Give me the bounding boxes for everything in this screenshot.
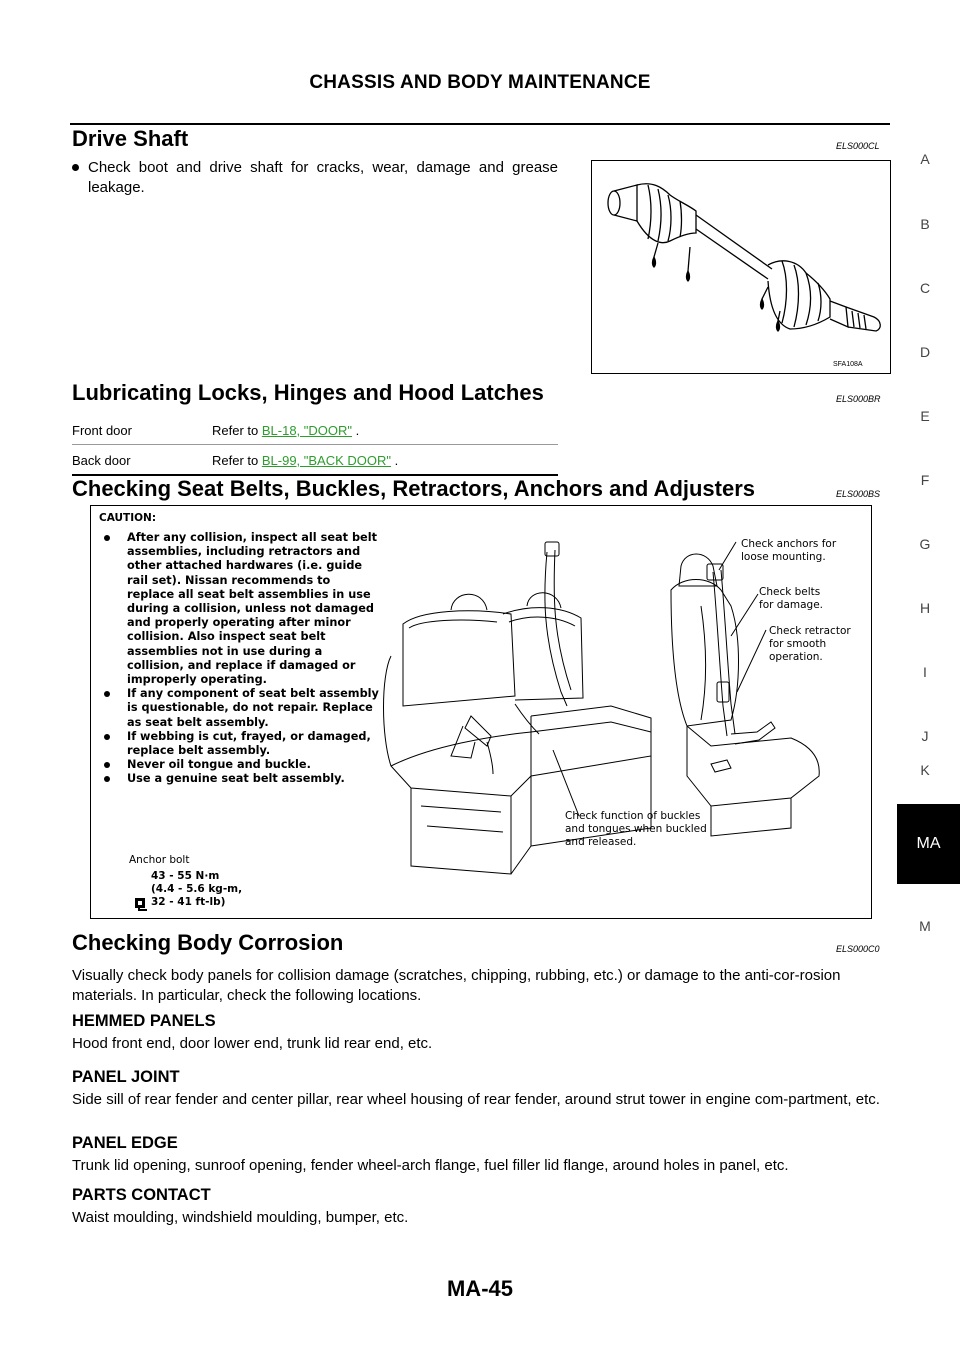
caution-item (100, 531, 380, 687)
torque-line: (4.4 - 5.6 kg-m, (151, 883, 243, 895)
callout-line: and tongues when buckled (565, 823, 707, 835)
callout-buckles (565, 810, 707, 849)
text-hemmed-panels: Hood front end, door lower end, trunk lid rear end, etc. (72, 1035, 433, 1052)
ref-prefix: Refer to (212, 453, 262, 468)
callout-belts (759, 586, 823, 612)
caution-item-text: If webbing is cut, frayed, or damaged, replace belt assembly. (127, 729, 371, 758)
bullet-icon (104, 691, 110, 697)
side-index-c[interactable]: C (919, 280, 931, 296)
lubricating-table (72, 415, 558, 476)
text-parts-contact: Waist moulding, windshield moulding, bumper, etc. (72, 1209, 409, 1226)
callout-line: Check retractor (769, 625, 851, 637)
bullet-icon (104, 776, 110, 782)
side-index-g[interactable]: G (919, 536, 931, 552)
side-index-f[interactable]: F (920, 472, 930, 488)
ref-suffix: . (352, 423, 360, 438)
drive-shaft-code: ELS000CL (836, 141, 880, 151)
side-index-h[interactable]: H (919, 600, 931, 616)
corrosion-title: Checking Body Corrosion (72, 930, 344, 955)
side-index-k[interactable]: K (920, 762, 930, 778)
caution-list (100, 531, 380, 787)
caution-item-text: After any collision, inspect all seat belt assemblies, including retractors and other attached hardwares (i.e. guide rail set). Nissan recommends to replace all seat belt assemblies in use during a collision, unless not damaged and properly operating after minor collision. Also inspect seat belt assemblies not in use during a collision, and replace if damaged or improperly operating. (127, 531, 377, 687)
table-cell-label: Back door (72, 445, 212, 476)
table-row (72, 445, 558, 476)
bullet-icon (104, 535, 110, 541)
callout-retractor (769, 625, 851, 664)
bullet-icon (104, 734, 110, 740)
table-cell-ref (212, 415, 558, 445)
seat-belts-code: ELS000BS (836, 489, 881, 499)
ref-link-door[interactable]: BL-18, "DOOR" (261, 423, 353, 438)
lubricating-code: ELS000BR (836, 394, 881, 404)
seat-belt-figure (90, 505, 872, 919)
ref-prefix: Refer to (212, 423, 262, 438)
drive-shaft-bullet: Check boot and drive shaft for cracks, wear, damage and grease leakage. (88, 159, 558, 196)
torque-line: 43 - 55 N·m (151, 870, 220, 882)
corrosion-code: ELS000C0 (836, 944, 880, 954)
header-rule (70, 123, 890, 125)
drive-shaft-figure-id: SFA108A (833, 361, 863, 368)
side-index-b[interactable]: B (920, 216, 930, 232)
caution-item-text: Never oil tongue and buckle. (127, 758, 311, 772)
torque-line: 32 - 41 ft-lb) (151, 896, 226, 908)
subhead-parts-contact: PARTS CONTACT (72, 1186, 211, 1204)
callout-anchors (741, 538, 836, 564)
drive-shaft-illustration (592, 161, 890, 373)
bullet-icon (104, 762, 110, 768)
caution-item-text: If any component of seat belt assembly is questionable, do not repair. Replace as seat belt assembly. (127, 687, 379, 729)
side-index-e[interactable]: E (920, 408, 930, 424)
caution-item (100, 772, 380, 786)
page-header-title: CHASSIS AND BODY MAINTENANCE (309, 72, 651, 93)
table-cell-ref (212, 445, 558, 476)
subhead-panel-edge: PANEL EDGE (72, 1134, 178, 1152)
callout-line: loose mounting. (741, 551, 826, 563)
subhead-hemmed-panels: HEMMED PANELS (72, 1012, 216, 1030)
corrosion-intro: Visually check body panels for collision damage (scratches, chipping, rubbing, etc.) or damage to the anti-cor-rosion materials. In particular, check the following locations. (72, 967, 841, 1004)
seat-belts-title: Checking Seat Belts, Buckles, Retractors, Anchors and Adjusters (72, 476, 756, 501)
caution-item-text: Use a genuine seat belt assembly. (127, 772, 345, 786)
callout-line: for damage. (759, 599, 823, 611)
text-panel-joint: Side sill of rear fender and center pillar, rear wheel housing of rear fender, around strut tower in engine com-partment, etc. (72, 1091, 880, 1108)
page-number: MA-45 (446, 1276, 513, 1301)
callout-line: Check belts (759, 586, 821, 598)
callout-line: and released. (565, 836, 637, 848)
side-index-i[interactable]: I (923, 664, 927, 680)
callout-line: for smooth (769, 638, 827, 650)
drive-shaft-figure (591, 160, 891, 374)
side-index-d[interactable]: D (919, 344, 931, 360)
table-cell-label: Front door (72, 415, 212, 445)
callout-line: operation. (769, 651, 823, 663)
caution-label: CAUTION: (99, 512, 157, 524)
torque-spec (151, 870, 242, 909)
bullet-icon (72, 164, 79, 171)
lubricating-title: Lubricating Locks, Hinges and Hood Latches (72, 380, 544, 405)
callout-line: Check anchors for (741, 538, 837, 550)
text-panel-edge: Trunk lid opening, sunroof opening, fender wheel-arch flange, fuel filler lid flange, around holes in panel, etc. (72, 1157, 789, 1174)
subhead-panel-joint: PANEL JOINT (72, 1068, 180, 1086)
side-index-a[interactable]: A (920, 151, 930, 167)
side-index-j[interactable]: J (921, 728, 929, 744)
anchor-bolt-label: Anchor bolt (129, 854, 190, 866)
side-index-active-ma[interactable]: MA (897, 804, 960, 884)
caution-item (100, 687, 380, 730)
side-index-m[interactable]: M (919, 918, 931, 934)
drive-shaft-title: Drive Shaft (72, 126, 189, 151)
caution-item (100, 730, 380, 758)
callout-line: Check function of buckles (565, 810, 701, 822)
ref-suffix: . (391, 453, 399, 468)
table-row (72, 415, 558, 445)
caution-item (100, 758, 380, 772)
ref-link-back-door[interactable]: BL-99, "BACK DOOR" (261, 453, 392, 468)
